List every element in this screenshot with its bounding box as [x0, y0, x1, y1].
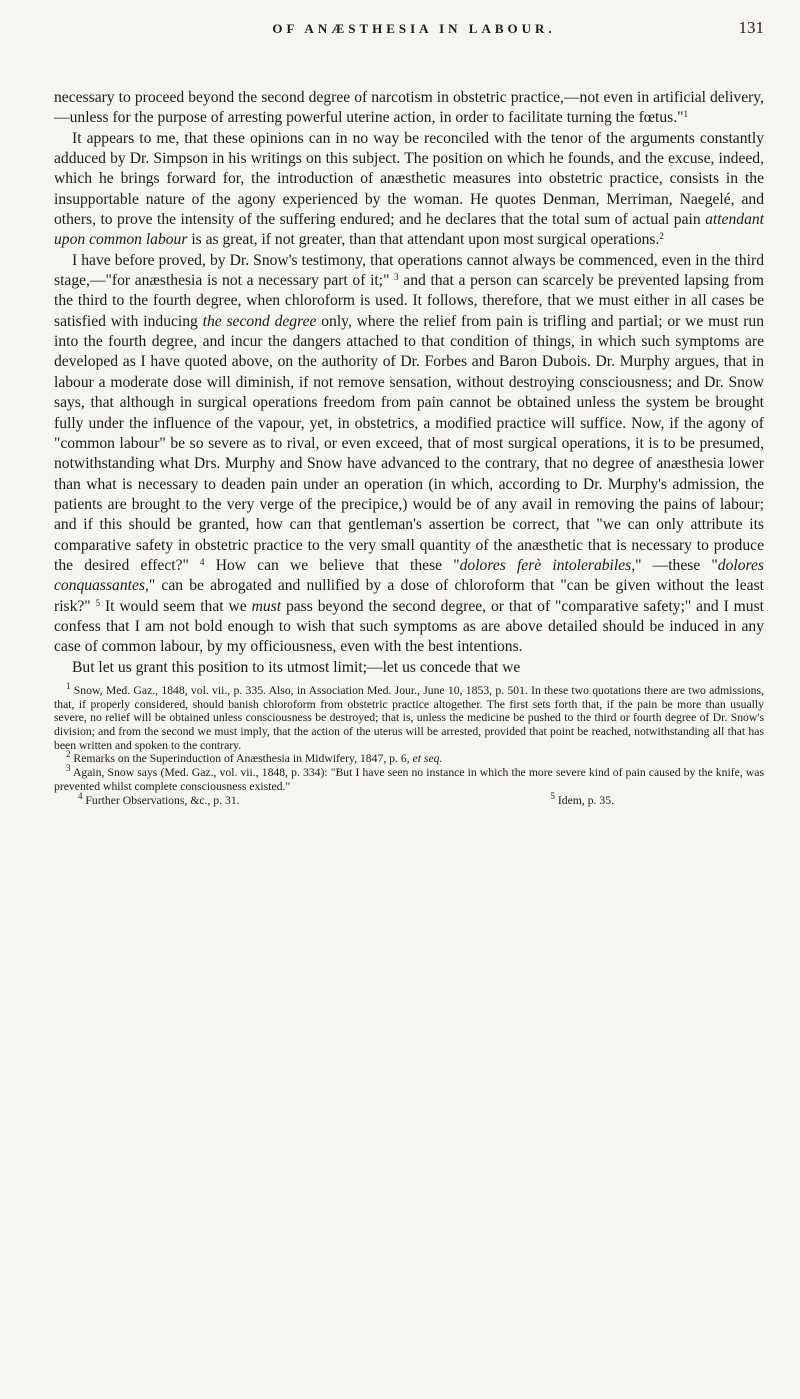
footnote-marker: 3	[66, 763, 71, 774]
page-number: 131	[738, 18, 764, 37]
text-run: Again, Snow says (Med. Gaz., vol. vii., 1848, p. 334): "But I have seen no instance in which the more severe kind of pain caused by the knife, was prevented whilst complete consciousness existed."	[54, 766, 764, 793]
italic-text: et seq.	[412, 752, 443, 766]
running-title: OF ANÆSTHESIA IN LABOUR.	[272, 21, 556, 36]
footnote-marker: 4	[78, 790, 83, 801]
footnote-right	[538, 790, 614, 808]
text-run: pass beyond the second degree, or that of "comparative safety;" and I must confess that I am not bold enough to wish that such symptoms as are above detailed should be induced in any case of common labour, by my officiousness, even with the best intentions.	[54, 597, 765, 656]
running-head	[54, 18, 764, 48]
footnote-marker: 5	[95, 597, 101, 608]
body-text	[54, 88, 764, 678]
text-run: only, where the relief from pain is trifling and partial; or we must run into the fourth degree, and incur the dangers attached to that condition of things, in which such symptoms are developed as I have quoted above, on the authority of Dr. Forbes and Baron Dubois. Dr. Murphy argues, that in labour a moderate dose will diminish, if not remove sensation, without destroying consciousness; and Dr. Snow says, that although in surgical operations freedom from pain cannot be obtained unless the system be brought fully under the influence of the vapour, yet, in obstetrics, a modified practice will suffice. Now, if the agony of "common labour" be so severe as to rival, or even exceed, that of most surgical operations, it is to be presumed, notwithstanding what Drs. Murphy and Snow have advanced to the contrary, that no degree of anæsthesia lower than what is necessary to deaden pain under an operation (in which, according to Dr. Murphy's admission, the patients are brought to the very verge of the precipice,) would be of any avail in removing the pains of labour; and if this should be granted, how can that gentleman's assertion be correct, that "we can only attribute its comparative safety in obstetric practice to the very small quantity of the anæsthetic that is necessary to produce the desired effect?"	[54, 312, 764, 574]
footnote-marker: 1	[66, 680, 71, 691]
italic-text: must	[251, 597, 282, 615]
footnote-marker: 2	[659, 231, 664, 242]
footnote	[54, 680, 764, 753]
footnote-text: Idem, p. 35.	[554, 793, 614, 807]
italic-text: attendant upon common labour	[54, 211, 764, 249]
footnote-marker: 1	[683, 109, 688, 120]
text-run: " —these "	[635, 556, 718, 574]
text-run: Remarks on the Superinduction of Anæsthesia in Midwifery, 1847, p. 6,	[70, 752, 413, 766]
footnotes	[54, 680, 764, 807]
footnote-marker: 2	[66, 749, 71, 760]
text-run: But let us grant this position to its utmost limit;—let us concede that we	[72, 658, 521, 676]
text-run: " can be abrogated and nullified by a dose of chloroform that "can be given without the least risk?"	[54, 577, 764, 615]
text-run: Snow, Med. Gaz., 1848, vol. vii., p. 335. Also, in Association Med. Jour., June 10, 1853, p. 501. In these two quotations there are two admissions, that, if properly considered, should banish chloroform from obstetric practice altogether. The first sets forth that, if the pain be more than usually severe, no relief will be obtained unless consciousness be destroyed; that is, unless the medicine be pushed to the third or fourth degree of Dr. Snow's division; and from the second we must imply, that the action of the uterus will be arrested, provided that point be reached, notwithstanding all that has been written and spoken to the contrary.	[54, 683, 764, 752]
book-page	[54, 18, 764, 807]
text-run: I have before proved, by Dr. Snow's testimony, that operations cannot always be commenced, even in the third stage,—"for anæsthesia is not a necessary part of it;"	[54, 251, 764, 290]
paragraph	[54, 88, 764, 129]
italic-text: dolores conquassantes,	[54, 556, 764, 595]
footnote-text: Further Observations, &c., p. 31.	[82, 793, 240, 807]
italic-text: dolores ferè intolerabiles,	[459, 556, 636, 574]
text-run: and that a person can scarcely be prevented lapsing from the third to the fourth degree, when chloroform is used. It follows, therefore, that we must either in all cases be satisfied with inducing	[54, 272, 764, 330]
text-run: It appears to me, that these opinions can in no way be reconciled with the tenor of the arguments constantly adduced by Dr. Simpson in his writings on this subject. The position on which he founds, and the excuse, indeed, which he brings forward for, the introduction of anæsthetic measures into obstetric practice, consists in the insupportable nature of the agony experienced by the woman. He quotes Denman, Merriman, Naegelé, and others, to prove the intensity of the suffering endured; and he declares that the total sum of actual pain	[54, 129, 764, 229]
footnote-marker: 4	[200, 556, 205, 567]
footnote-marker: 5	[550, 790, 555, 801]
footnote	[54, 749, 764, 766]
paragraph	[54, 129, 764, 251]
paragraph	[54, 251, 764, 658]
paragraph	[54, 658, 764, 678]
footnote	[54, 763, 764, 793]
text-run: It would seem that we	[100, 597, 252, 615]
text-run: How can we believe that these "	[204, 556, 460, 574]
footnote-marker: 3	[394, 272, 399, 283]
italic-text: the second degree	[202, 312, 317, 330]
text-run: is as great, if not greater, than that attendant upon most surgical operations.	[187, 231, 660, 249]
footnote-left	[66, 790, 240, 808]
footnote-row	[54, 790, 764, 808]
text-run: necessary to proceed beyond the second degree of narcotism in obstetric practice,—not even in artificial delivery,—unless for the purpose of arresting powerful uterine action, in order to facilitate turning the fœtus."	[54, 89, 764, 127]
